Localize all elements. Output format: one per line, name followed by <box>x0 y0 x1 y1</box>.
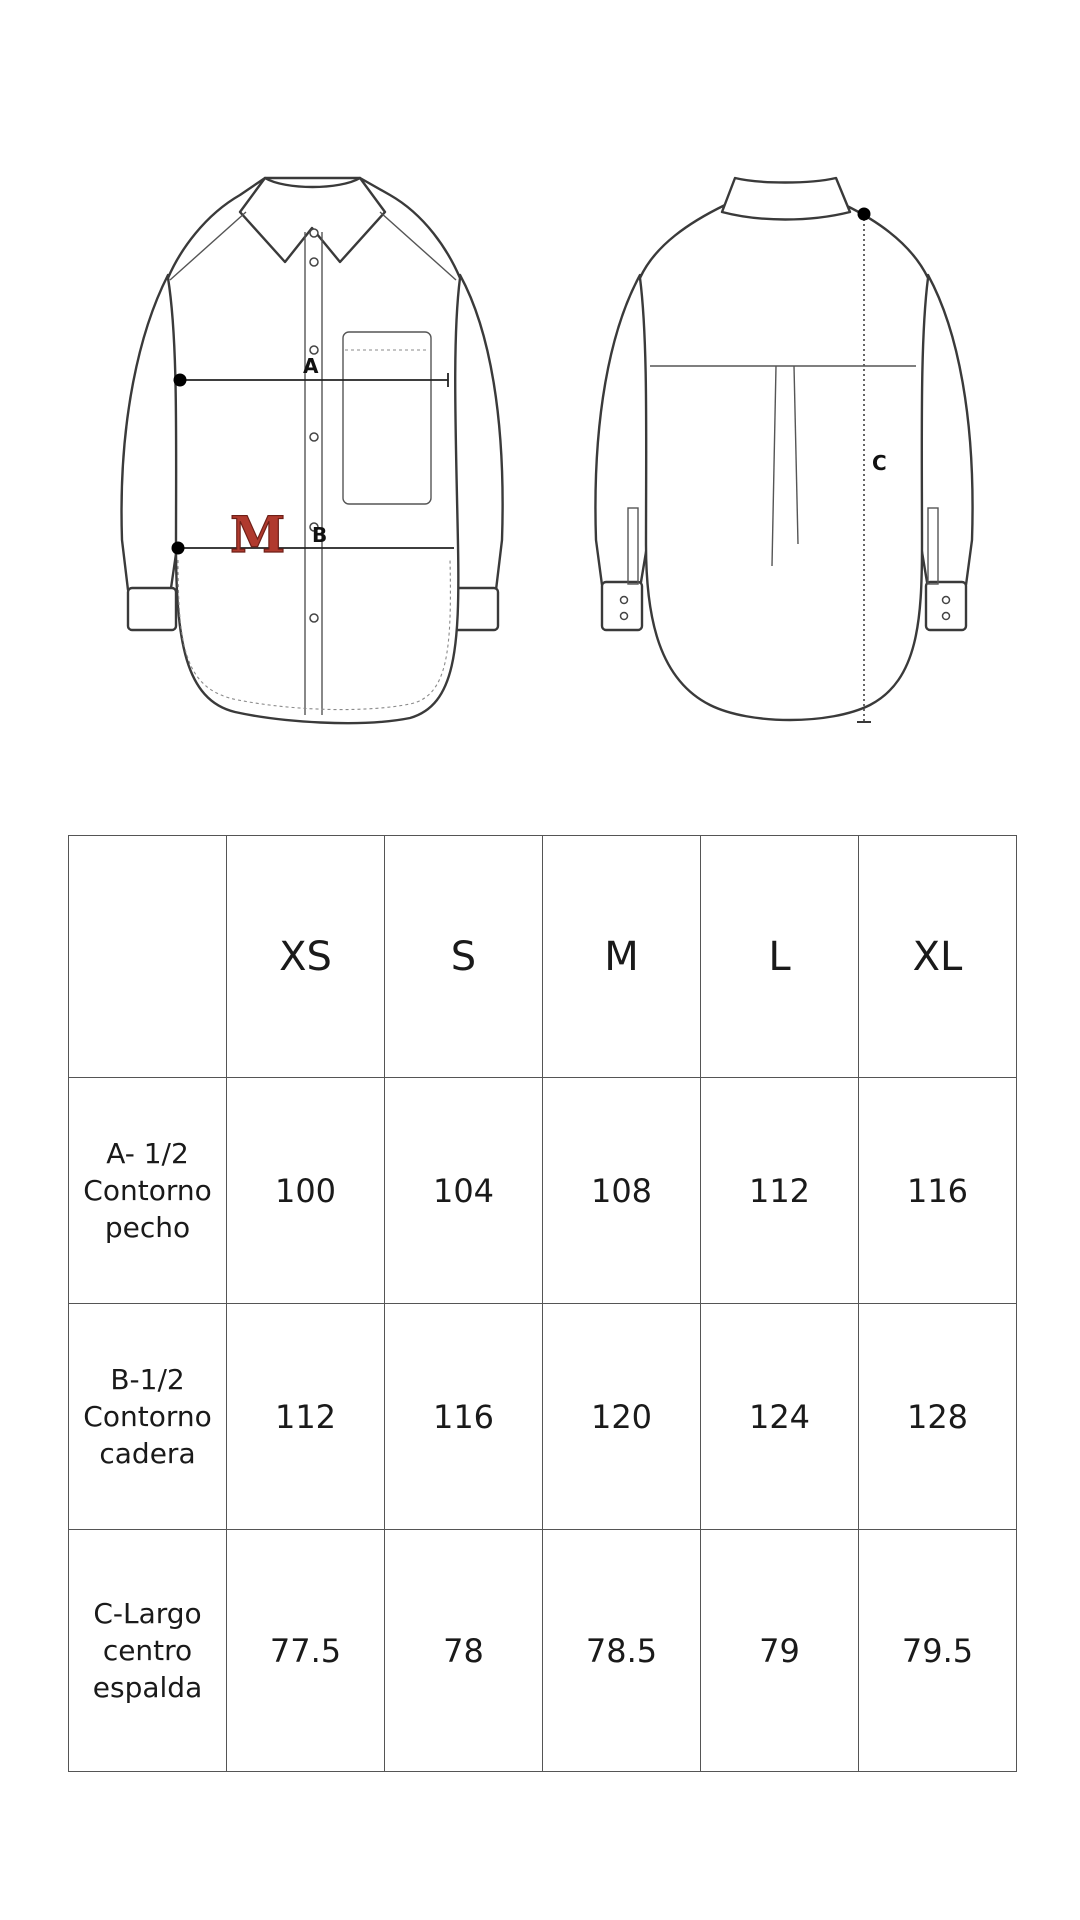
back-left-cuff-button-2 <box>621 613 628 620</box>
back-left-cuff <box>602 582 642 630</box>
table-cell: 120 <box>543 1304 701 1530</box>
row-label-chest <box>69 1078 227 1304</box>
table-cell: 77.5 <box>227 1530 385 1772</box>
table-cell: 116 <box>859 1078 1017 1304</box>
shirt-back-view <box>595 178 972 722</box>
table-row <box>69 1304 1017 1530</box>
back-left-cuff-button-1 <box>621 597 628 604</box>
front-button-6 <box>310 614 318 622</box>
table-row <box>69 1530 1017 1772</box>
row-label-text: C-Largo centro espalda <box>92 1597 203 1704</box>
table-cell: 100 <box>227 1078 385 1304</box>
shirt-front-view <box>122 178 503 723</box>
back-right-cuff-button-1 <box>943 597 950 604</box>
back-collar <box>722 178 850 220</box>
table-cell: 112 <box>701 1078 859 1304</box>
garment-illustration <box>0 0 1080 780</box>
table-cell: 128 <box>859 1304 1017 1530</box>
header-cell-xl: XL <box>859 836 1017 1078</box>
row-label-text: B-1/2 Contorno cadera <box>83 1363 212 1470</box>
measure-b-endpoint <box>172 542 185 555</box>
table-row <box>69 1078 1017 1304</box>
measure-c-endpoint <box>858 208 871 221</box>
table-cell: 78.5 <box>543 1530 701 1772</box>
header-cell-m: M <box>543 836 701 1078</box>
table-cell: 79 <box>701 1530 859 1772</box>
table-cell: 104 <box>385 1078 543 1304</box>
front-button-1 <box>310 229 318 237</box>
table-cell: 108 <box>543 1078 701 1304</box>
row-label-back-length <box>69 1530 227 1772</box>
front-button-4 <box>310 433 318 441</box>
marker-a-label: A <box>303 354 319 378</box>
measure-a-endpoint <box>174 374 187 387</box>
table-cell: 116 <box>385 1304 543 1530</box>
front-button-2 <box>310 258 318 266</box>
front-left-cuff <box>128 588 176 630</box>
row-label-hip <box>69 1304 227 1530</box>
table-cell: 79.5 <box>859 1530 1017 1772</box>
table-header-row <box>69 836 1017 1078</box>
table-cell: 112 <box>227 1304 385 1530</box>
table-cell: 124 <box>701 1304 859 1530</box>
brand-logo-letter: M <box>230 505 286 564</box>
marker-b-label: B <box>312 523 328 547</box>
header-cell-s: S <box>385 836 543 1078</box>
technical-drawing <box>0 0 1080 780</box>
front-button-3 <box>310 346 318 354</box>
header-cell-l: L <box>701 836 859 1078</box>
header-cell-xs: XS <box>227 836 385 1078</box>
brand-logo <box>230 505 285 564</box>
header-cell-empty <box>69 836 227 1078</box>
back-right-cuff-button-2 <box>943 613 950 620</box>
back-right-cuff <box>926 582 966 630</box>
marker-c-label: C <box>872 451 887 475</box>
row-label-text: A- 1/2 Contorno pecho <box>83 1137 212 1244</box>
table-cell: 78 <box>385 1530 543 1772</box>
size-chart-table <box>68 835 1017 1772</box>
